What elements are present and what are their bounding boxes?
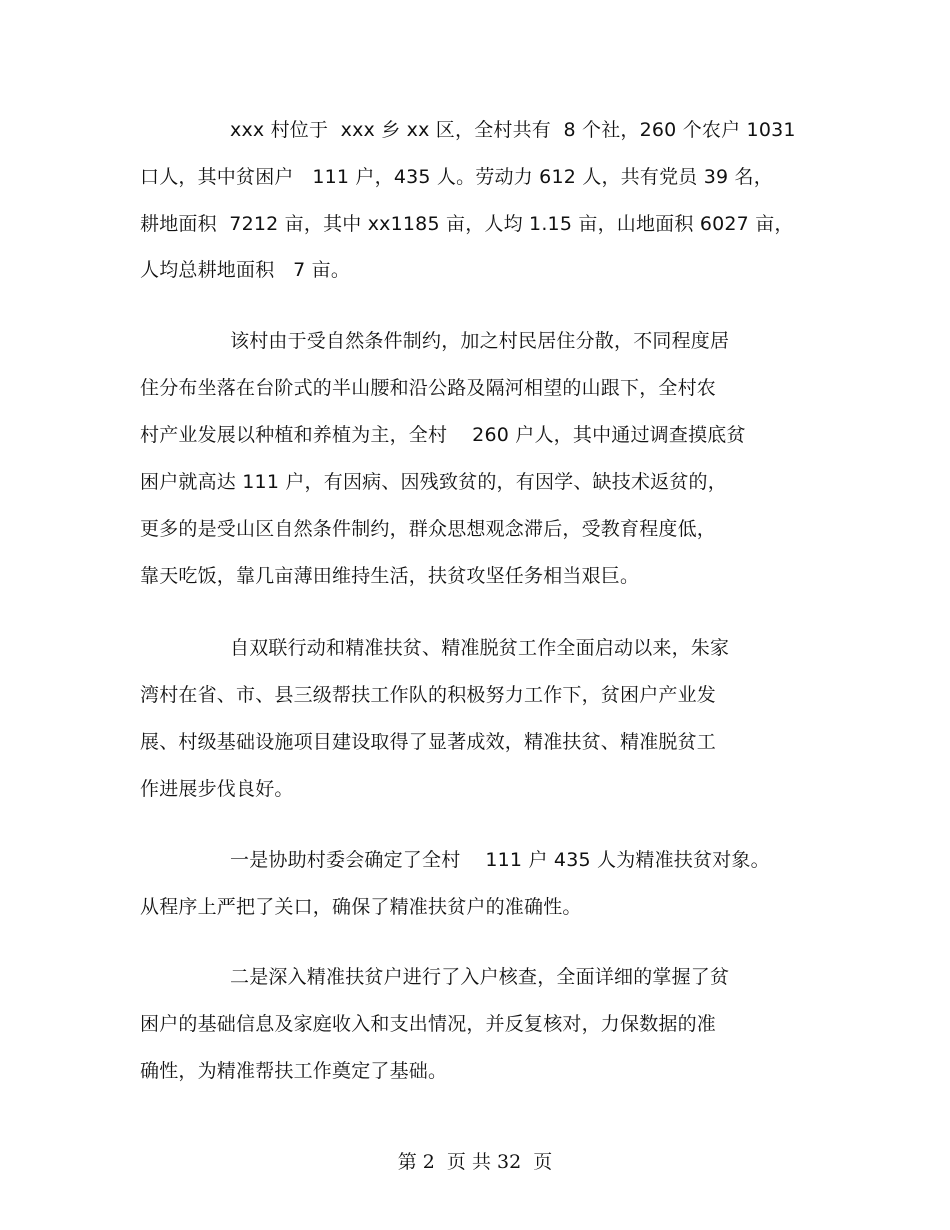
paragraph-3-line-2: 湾村在省、市、县三级帮扶工作队的积极努力工作下，贫困户产业发 xyxy=(140,684,717,706)
page-number-footer: 第 2 页 共 32 页 xyxy=(397,1151,553,1173)
paragraph-2-line-2: 住分布坐落在台阶式的半山腰和沿公路及隔河相望的山跟下，全村农 xyxy=(140,377,717,399)
paragraph-2-line-3: 村产业发展以种植和养植为主，全村 260 户人，其中通过调查摸底贫 xyxy=(140,424,746,446)
paragraph-4-line-1: 一是协助村委会确定了全村 111 户 435 人为精准扶贫对象。 xyxy=(230,849,770,871)
paragraph-1-line-4: 人均总耕地面积 7 亩。 xyxy=(140,259,351,281)
paragraph-3-line-1: 自双联行动和精准扶贫、精准脱贫工作全面启动以来，朱家 xyxy=(230,637,730,659)
paragraph-1-line-3: 耕地面积 7212 亩，其中 xx1185 亩，人均 1.15 亩，山地面积 6027 亩， xyxy=(140,213,794,235)
paragraph-2-line-6: 靠天吃饭，靠几亩薄田维持生活，扶贫攻坚任务相当艰巨。 xyxy=(140,565,640,587)
paragraph-1-line-2: 口人，其中贫困户 111 户，435 人。劳动力 612 人，共有党员 39 名， xyxy=(140,166,773,188)
paragraph-3-line-4: 作进展步伐良好。 xyxy=(140,778,294,800)
paragraph-2-line-4: 困户就高达 111 户，有因病、因残致贫的，有因学、缺技术返贫的， xyxy=(140,471,727,493)
paragraph-3-line-3: 展、村级基础设施项目建设取得了显著成效，精准扶贫、精准脱贫工 xyxy=(140,731,717,753)
paragraph-2-line-5: 更多的是受山区自然条件制约，群众思想观念滞后，受教育程度低， xyxy=(140,518,717,540)
paragraph-5-line-1: 二是深入精准扶贫户进行了入户核查，全面详细的掌握了贫 xyxy=(230,966,730,988)
paragraph-5-line-2: 困户的基础信息及家庭收入和支出情况，并反复核对，力保数据的准 xyxy=(140,1013,717,1035)
paragraph-5-line-3: 确性，为精准帮扶工作奠定了基础。 xyxy=(140,1060,448,1082)
paragraph-2-line-1: 该村由于受自然条件制约，加之村民居住分散，不同程度居 xyxy=(230,330,730,352)
paragraph-1-line-1: xxx 村位于 xxx 乡 xx 区，全村共有 8 个社，260 个农户 1031 xyxy=(230,119,796,141)
paragraph-4-line-2: 从程序上严把了关口，确保了精准扶贫户的准确性。 xyxy=(140,896,582,918)
